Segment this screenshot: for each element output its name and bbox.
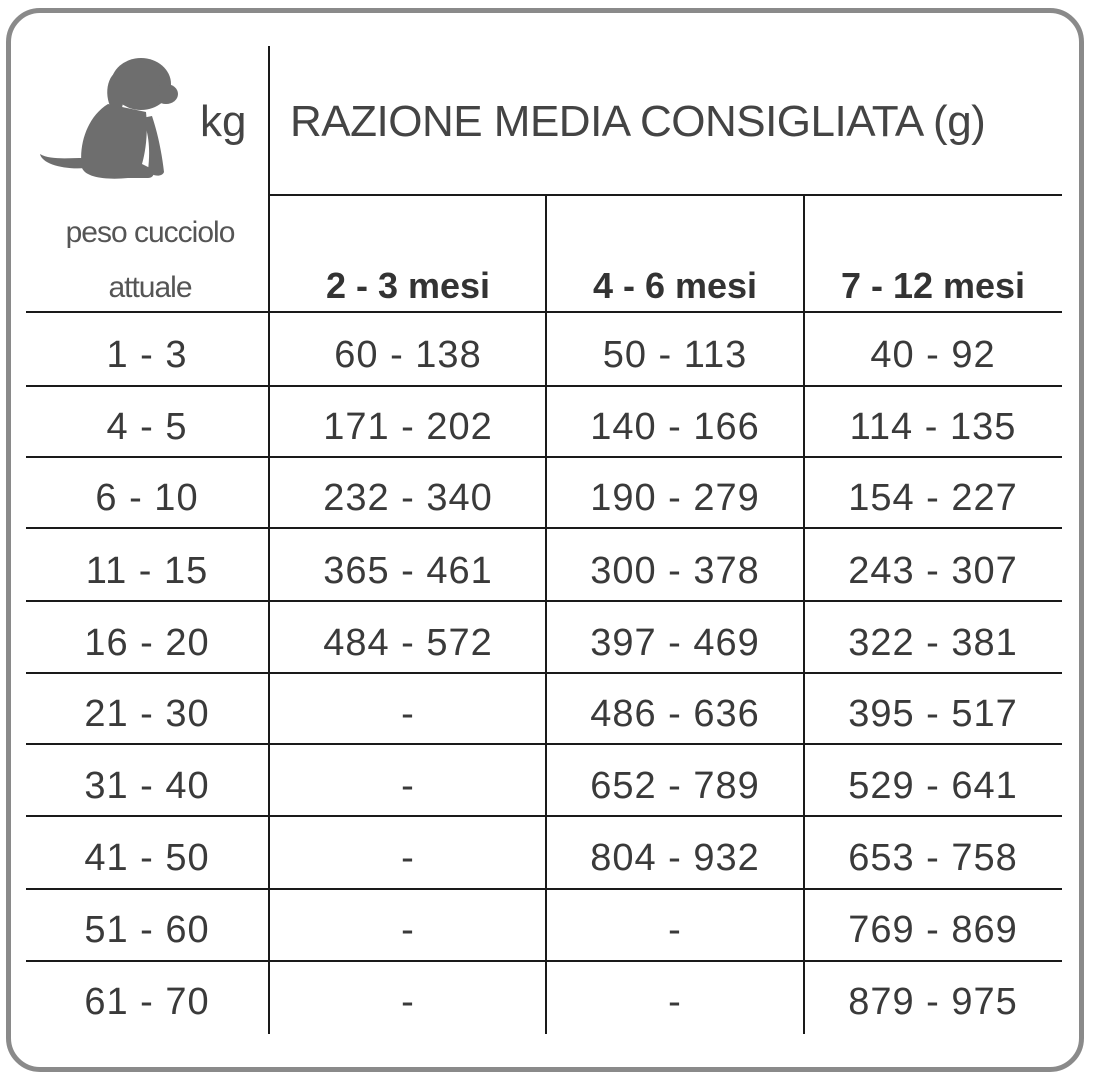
ration-cell: 154 - 227: [848, 477, 1018, 519]
divider-row: [26, 815, 1062, 817]
weight-cell: 16 - 20: [84, 622, 210, 664]
weight-cell: 31 - 40: [84, 765, 210, 807]
weight-cell: 51 - 60: [84, 909, 210, 951]
ration-cell: 322 - 381: [848, 622, 1018, 664]
ration-cell: 190 - 279: [590, 477, 760, 519]
ration-cell: 140 - 166: [590, 406, 760, 448]
divider-vertical-col1: [545, 196, 547, 1034]
weight-cell: 61 - 70: [84, 981, 210, 1023]
divider-vertical-col2: [803, 196, 805, 1034]
weight-cell: 21 - 30: [84, 693, 210, 735]
ration-cell: 232 - 340: [323, 477, 493, 519]
ration-cell: 804 - 932: [590, 837, 760, 879]
ration-cell: 365 - 461: [323, 550, 493, 592]
ration-cell: -: [401, 765, 415, 807]
column-header-7-12-months: 7 - 12 mesi: [840, 265, 1026, 306]
ration-cell: 50 - 113: [602, 334, 748, 376]
weight-cell: 11 - 15: [85, 550, 209, 592]
ration-cell: 652 - 789: [590, 765, 760, 807]
divider-row: [26, 600, 1062, 602]
ration-cell: 40 - 92: [870, 334, 996, 376]
ration-cell: 769 - 869: [848, 909, 1018, 951]
divider-row: [26, 888, 1062, 890]
column-header-4-6-months: 4 - 6 mesi: [592, 265, 758, 306]
divider-row: [26, 672, 1062, 674]
ration-cell: -: [668, 909, 682, 951]
ration-cell: 60 - 138: [334, 334, 482, 376]
ration-cell: 529 - 641: [848, 765, 1018, 807]
weight-cell: 41 - 50: [84, 837, 210, 879]
table-title: RAZIONE MEDIA CONSIGLIATA (g): [290, 97, 986, 146]
ration-cell: -: [401, 981, 415, 1023]
ration-cell: -: [668, 981, 682, 1023]
ration-cell: 653 - 758: [848, 837, 1018, 879]
ration-cell: 486 - 636: [590, 693, 760, 735]
divider-row: [26, 527, 1062, 529]
weight-cell: 6 - 10: [95, 477, 199, 519]
unit-label: kg: [200, 97, 247, 146]
weight-column-label-line1: peso cucciolo: [65, 216, 235, 249]
puppy-silhouette-icon: [38, 54, 188, 184]
ration-cell: 300 - 378: [590, 550, 760, 592]
ration-cell: 879 - 975: [848, 981, 1018, 1023]
divider-row: [26, 960, 1062, 962]
divider-header: [268, 194, 1062, 196]
ration-cell: -: [401, 693, 415, 735]
ration-cell: -: [401, 909, 415, 951]
weight-cell: 1 - 3: [106, 334, 188, 376]
ration-cell: 114 - 135: [849, 406, 1017, 448]
weight-cell: 4 - 5: [106, 406, 188, 448]
weight-column-label-line2: attuale: [108, 271, 192, 304]
ration-cell: 395 - 517: [848, 693, 1018, 735]
divider-row: [26, 311, 1062, 313]
ration-cell: 243 - 307: [848, 550, 1018, 592]
divider-row: [26, 385, 1062, 387]
divider-row: [26, 743, 1062, 745]
ration-cell: -: [401, 837, 415, 879]
ration-cell: 171 - 202: [323, 406, 493, 448]
ration-cell: 484 - 572: [323, 622, 493, 664]
column-header-2-3-months: 2 - 3 mesi: [325, 265, 491, 306]
divider-row: [26, 456, 1062, 458]
ration-cell: 397 - 469: [590, 622, 760, 664]
